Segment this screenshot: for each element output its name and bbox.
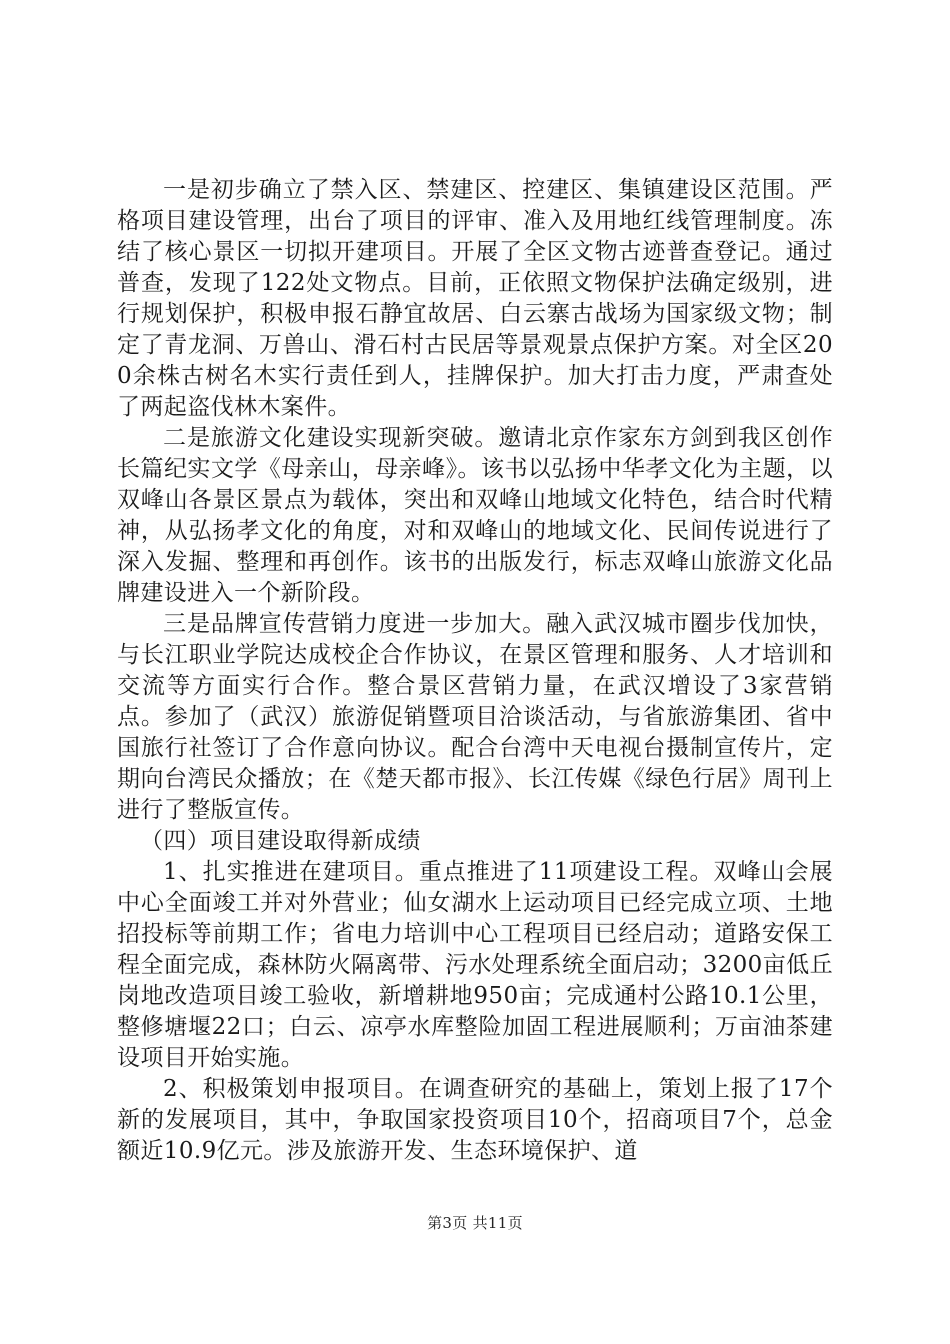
paragraph-project-planning: 2、积极策划申报项目。在调查研究的基础上，策划上报了17个新的发展项目，其中，争取国家投资项目10个，招商项目7个，总金额近10.9亿元。涉及旅游开发、生态环境保护、道 <box>117 1076 833 1164</box>
document-body <box>117 175 833 1167</box>
page-number-footer: 第3页 共11页 <box>427 1214 523 1232</box>
paragraph-brand-marketing: 三是品牌宣传营销力度进一步加大。融入武汉城市圈步伐加快，与长江职业学院达成校企合作协议，在景区管理和服务、人才培训和交流等方面实行合作。整合景区营销力量，在武汉增设了3家营销点。参加了（武汉）旅游促销暨项目洽谈活动，与省旅游集团、省中国旅行社签订了合作意向协议。配合台湾中天电视台摄制宣传片，定期向台湾民众播放；在《楚天都市报》、长江传媒《绿色行居》周刊上进行了整版宣传。 <box>117 611 833 823</box>
paragraph-restricted-zones: 一是初步确立了禁入区、禁建区、控建区、集镇建设区范围。严格项目建设管理，出台了项目的评审、准入及用地红线管理制度。冻结了核心景区一切拟开建项目。开展了全区文物古迹普查登记。通过普查，发现了122处文物点。目前，正依照文物保护法确定级别，进行规划保护，积极申报石静宜故居、白云寨古战场为国家级文物；制定了青龙洞、万兽山、滑石村古民居等景观景点保护方案。对全区200余株古树名木实行责任到人，挂牌保护。加大打击力度，严肃查处了两起盗伐林木案件。 <box>117 177 833 420</box>
paragraph-ongoing-projects: 1、扎实推进在建项目。重点推进了11项建设工程。双峰山会展中心全面竣工并对外营业；仙女湖水上运动项目已经完成立项、土地招投标等前期工作；省电力培训中心工程项目已经启动；道路安保工程全面完成，森林防火隔离带、污水处理系统全面启动；3200亩低丘岗地改造项目竣工验收，新增耕地950亩；完成通村公路10.1公里，整修塘堰22口；白云、凉亭水库整险加固工程进展顺利；万亩油茶建设项目开始实施。 <box>117 859 833 1071</box>
section-heading: （四）项目建设取得新成绩 <box>140 828 421 854</box>
paragraph-tourism-culture: 二是旅游文化建设实现新突破。邀请北京作家东方剑到我区创作长篇纪实文学《母亲山，母亲峰》。该书以弘扬中华孝文化为主题，以双峰山各景区景点为载体，突出和双峰山地域文化特色，结合时代精神，从弘扬孝文化的角度，对和双峰山的地域文化、民间传说进行了深入发掘、整理和再创作。该书的出版发行，标志双峰山旅游文化品牌建设进入一个新阶段。 <box>117 425 833 606</box>
